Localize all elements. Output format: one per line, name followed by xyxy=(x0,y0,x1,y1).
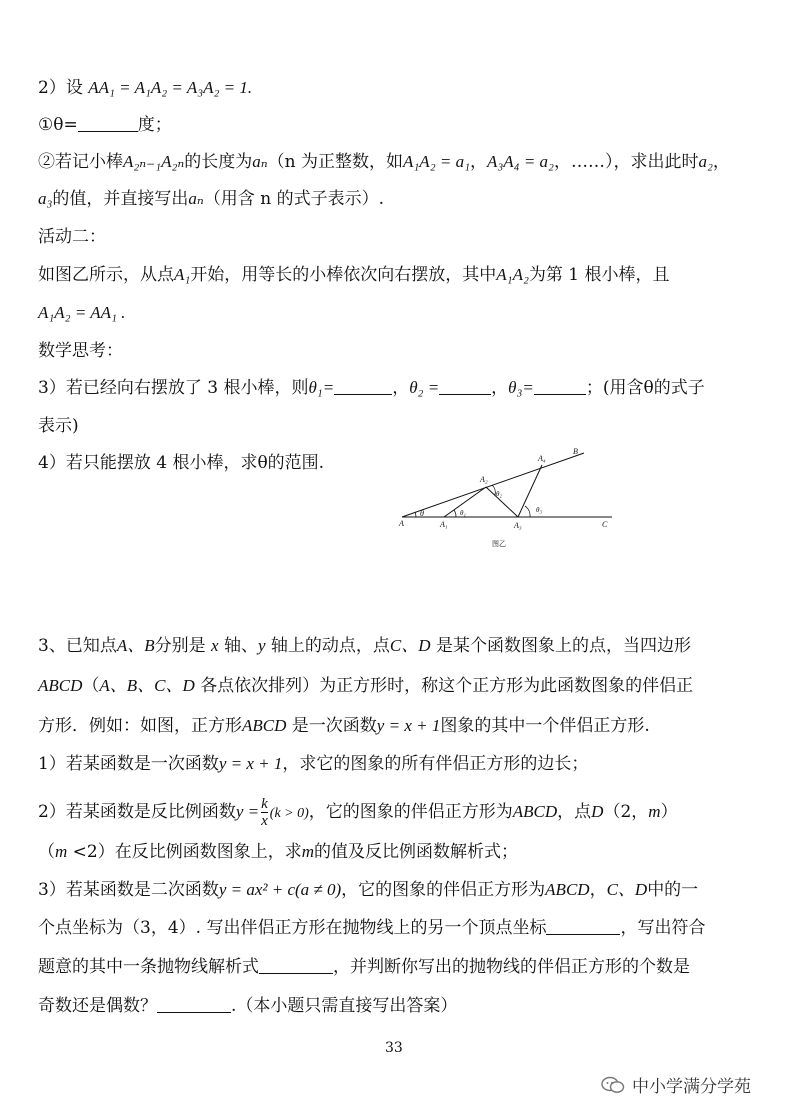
text: 的值及反比例函数解析式； xyxy=(314,842,519,862)
text: 中的一 xyxy=(647,880,699,900)
math: ABCD xyxy=(545,880,590,899)
text: ②若记小棒 xyxy=(38,152,123,172)
text: 1）若某函数是一次函数 xyxy=(38,754,219,774)
math-condition: A₁A₂ = AA₁ . xyxy=(38,303,126,322)
math: y xyxy=(257,636,266,655)
math: C、D xyxy=(389,636,431,655)
ray-AB xyxy=(402,453,584,517)
text: 开始，用等长的小棒依次向右摆放，其中 xyxy=(190,265,497,285)
label-theta3: θ₃ xyxy=(536,506,542,514)
text: 3）若已经向右摆放了 3 根小棒，则 xyxy=(38,378,309,398)
page-number: 33 xyxy=(385,1040,403,1056)
p3-q3-line2 xyxy=(38,918,705,938)
text: 2）若某函数是反比例函数 xyxy=(38,802,236,822)
math: D xyxy=(591,802,604,821)
answer-blank[interactable] xyxy=(439,378,491,395)
denominator: x xyxy=(261,813,268,829)
answer-blank[interactable] xyxy=(534,378,586,395)
text: ，写出符合 xyxy=(620,918,706,938)
math-theta3: θ₃= xyxy=(508,378,534,397)
q2-part1-label: ①θ= xyxy=(38,115,78,135)
label-A3: A₃ xyxy=(514,521,522,530)
p3-q3-line3 xyxy=(38,957,690,977)
p3-q2-line1 xyxy=(38,794,678,832)
text: （ xyxy=(82,676,100,696)
text: ，……），求出此时 xyxy=(553,152,699,172)
q4-line xyxy=(38,453,324,473)
text: 各点依次排列）为正方形时，称这个正方形为此函数图象的伴侣正 xyxy=(200,676,694,696)
label-theta2: θ₂ xyxy=(496,490,502,498)
numerator: k xyxy=(261,796,268,812)
p3-q3-line1 xyxy=(38,880,698,900)
p3-stem-line1 xyxy=(38,636,691,656)
math: m xyxy=(301,842,315,861)
angle-arc xyxy=(454,510,456,517)
q2-label: 2）设 xyxy=(38,78,83,98)
text: 图象的其中一个伴侣正方形. xyxy=(440,716,650,736)
math-rod: A₂ₙ₋₁A₂ₙ xyxy=(123,152,185,171)
math: x xyxy=(211,636,219,655)
text: ） xyxy=(660,802,678,822)
math-theta1: θ₁= xyxy=(308,378,335,397)
math: y = x + 1 xyxy=(376,716,441,735)
p3-q3-line4 xyxy=(38,996,457,1016)
q2-part1-unit: 度； xyxy=(137,115,172,135)
heading-text: 数学思考： xyxy=(38,341,123,361)
math-point: A₁ xyxy=(174,265,191,284)
activity2-description xyxy=(38,265,670,285)
math-rod: A₁A₂ xyxy=(496,265,529,284)
text: 是一次函数 xyxy=(291,716,377,736)
text: ，并判断你写出的抛物线的伴侣正方形的个数是 xyxy=(333,957,690,977)
answer-blank[interactable] xyxy=(78,115,138,132)
activity2-heading xyxy=(38,227,106,247)
rod-A2A3 xyxy=(486,487,518,517)
text: 为第 1 根小棒，且 xyxy=(528,265,670,285)
figure-caption: 图乙 xyxy=(492,540,506,548)
text: ，点 xyxy=(557,802,592,822)
angle-arc xyxy=(525,506,530,517)
answer-blank[interactable] xyxy=(157,996,231,1013)
text: 的值，并直接写出 xyxy=(52,189,189,209)
heading-text: 活动二： xyxy=(38,227,106,247)
text: 分别是 xyxy=(154,636,206,656)
label-A2: A₂ xyxy=(480,475,488,484)
text: 个点坐标为（3，4）. 写出伴侣正方形在抛物线上的另一个顶点坐标 xyxy=(38,918,547,938)
text: （用含 n 的式子表示）. xyxy=(203,189,384,209)
p3-q2-line2 xyxy=(38,842,518,862)
text: ；(用含θ的式子 xyxy=(585,378,705,398)
text: ，它的图象的伴侣正方形为 xyxy=(308,802,513,822)
answer-blank[interactable] xyxy=(259,957,333,974)
q2-part2-line1: ②若记小棒A₂ₙ₋₁A₂ₙ的长度为aₙ（n 为正整数，如A₁A₂ = a₁，A₃A₄ = a₂，……），求出此时a₂， xyxy=(38,152,730,172)
fraction xyxy=(261,796,268,829)
label-A: A xyxy=(399,519,404,528)
math: m xyxy=(55,842,68,861)
text: 4）若只能摆放 4 根小棒，求θ的范围. xyxy=(38,453,325,473)
label-A1: A₁ xyxy=(440,520,448,529)
text: 奇数还是偶数？ xyxy=(38,996,157,1016)
text: 的长度为 xyxy=(184,152,253,172)
label-theta: θ xyxy=(420,509,424,518)
watermark xyxy=(600,1072,751,1097)
math: (k > 0) xyxy=(269,806,309,821)
answer-blank[interactable] xyxy=(334,378,392,395)
text: ， xyxy=(589,880,607,900)
math: C、D xyxy=(606,880,648,899)
p3-stem-line2 xyxy=(38,676,693,696)
text: 3）若某函数是二次函数 xyxy=(38,880,219,900)
text: 轴、 xyxy=(223,636,258,656)
text: 轴上的动点，点 xyxy=(270,636,390,656)
text: 题意的其中一条抛物线解析式 xyxy=(38,957,259,977)
q2-equation: AA₁ = A₁A₂ = A₃A₂ = 1. xyxy=(88,78,253,97)
label-theta1: θ₁ xyxy=(460,509,466,517)
math-example2: A₃A₄ = a₂ xyxy=(487,152,554,171)
math: y = x + 1 xyxy=(218,754,283,773)
text: 表示) xyxy=(38,416,79,436)
activity2-condition xyxy=(38,303,125,323)
text: 是某个函数图象上的点，当四边形 xyxy=(435,636,691,656)
math: A、B、C、D xyxy=(99,676,195,695)
q3-line2 xyxy=(38,416,79,436)
math: m xyxy=(648,802,661,821)
math: y = xyxy=(235,802,260,821)
math-theta2: θ₂ = xyxy=(409,378,440,397)
math-an: aₙ xyxy=(252,152,268,171)
math: y = ax² + c(a ≠ 0) xyxy=(218,880,342,899)
q2-part2-line2 xyxy=(38,189,384,209)
q3-line1: 3）若已经向右摆放了 3 根小棒，则θ₁= ，θ₂ = ，θ₃= ；(用含θ的式子 xyxy=(38,378,705,398)
q2-part1 xyxy=(38,115,172,135)
label-C: C xyxy=(602,520,608,529)
text: （2， xyxy=(603,802,649,822)
angle-arc xyxy=(415,512,416,517)
text: .（本小题只需直接写出答案） xyxy=(231,996,458,1016)
figure-yi xyxy=(396,445,626,553)
p3-stem-line3 xyxy=(38,716,650,736)
q2-statement xyxy=(38,78,252,98)
math: ABCD xyxy=(242,716,287,735)
wechat-icon xyxy=(600,1075,626,1095)
text: ，求它的图象的所有伴侣正方形的边长； xyxy=(282,754,589,774)
text: 如图乙所示，从点 xyxy=(38,265,174,285)
text: ，它的图象的伴侣正方形为 xyxy=(341,880,546,900)
answer-blank[interactable] xyxy=(546,918,620,935)
text: 方形．例如：如图，正方形 xyxy=(38,716,242,736)
p3-q1 xyxy=(38,754,588,774)
math: ABCD xyxy=(38,676,83,695)
math: ABCD xyxy=(512,802,558,821)
math-example1: A₁A₂ = a₁ xyxy=(403,152,470,171)
math: A、B xyxy=(116,636,155,655)
math-an: aₙ xyxy=(188,189,204,208)
thinking-heading xyxy=(38,341,123,361)
text: 3、已知点 xyxy=(38,636,117,656)
watermark-text: 中小学满分学苑 xyxy=(632,1077,751,1097)
label-A4: A₄ xyxy=(538,454,546,463)
text: （ xyxy=(38,842,55,862)
math-a2: a₂ xyxy=(698,152,713,171)
text: （n 为正整数，如 xyxy=(267,152,404,172)
text: <2）在反比例函数图象上，求 xyxy=(67,842,302,862)
math-a3: a₃ xyxy=(38,189,53,208)
label-B: B xyxy=(573,447,578,456)
